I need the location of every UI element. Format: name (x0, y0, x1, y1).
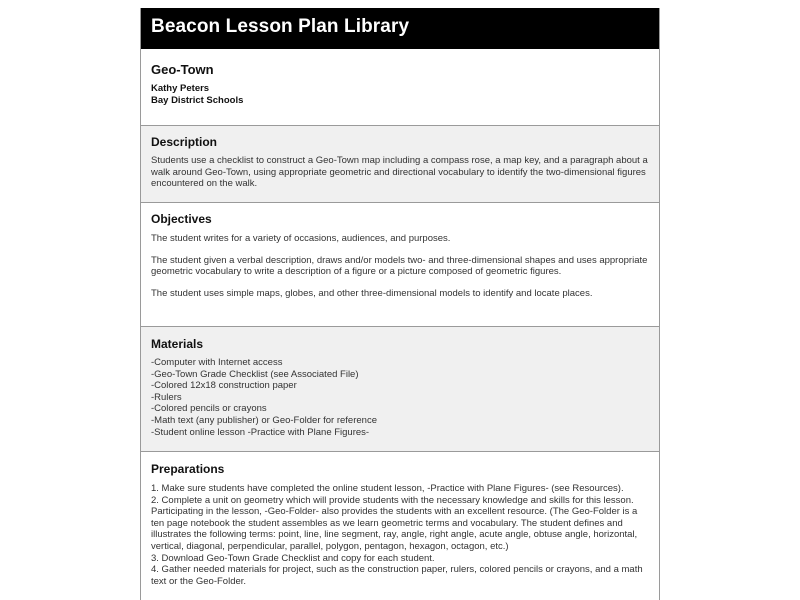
material-item: -Rulers (151, 391, 182, 403)
description-section (141, 126, 659, 203)
preparation-item: 1. Make sure students have completed the online student lesson, -Practice with Plane Figures- (see Resources). (151, 483, 624, 494)
site-banner (141, 8, 659, 49)
preparation-item: 2. Complete a unit on geometry which will provide students with the necessary knowledge and skills for this lesson. Participating in the lesson, -Geo-Folder- also provides the students with an excellent resource. (The Geo-Folder is a ten page notebook the student assembles as we learn geometric terms and vocabulary. The student defines and illustrates the following terms: point, line, line segment, ray, angle, right angle, acute angle, obtuse angle, horizontal, vertical, diagonal, perpendicular, parallel, polygon, pentagon, hexagon, octagon, etc.) (151, 494, 638, 552)
preparations-heading: Preparations (151, 462, 225, 476)
material-item: -Computer with Internet access (151, 357, 283, 368)
objectives-heading: Objectives (151, 212, 212, 226)
material-item: -Student online lesson -Practice with Plane Figures- (151, 426, 370, 438)
materials-section (141, 327, 659, 452)
description-text: Students use a checklist to construct a Geo-Town map including a compass rose, a map key, and a paragraph about a walk around Geo-Town, using appropriate geometric and directional vocabulary to identify the two-dimensional figures encountered on the walk. (151, 155, 648, 190)
preparation-item: 3. Download Geo-Town Grade Checklist and copy for each student. (151, 552, 435, 564)
lesson-title: Geo-Town (151, 62, 214, 77)
lesson-author: Kathy Peters (151, 83, 210, 94)
lesson-district: Bay District Schools (151, 95, 244, 106)
material-item: -Geo-Town Grade Checklist (see Associated File) (151, 368, 359, 380)
objective-item: The student writes for a variety of occasions, audiences, and purposes. (151, 233, 451, 244)
objective-item: The student uses simple maps, globes, and other three-dimensional models to identify and locate places. (151, 287, 593, 299)
objectives-section (141, 203, 659, 327)
preparations-section (141, 452, 659, 587)
material-item: -Math text (any publisher) or Geo-Folder for reference (151, 414, 377, 426)
description-heading: Description (151, 135, 218, 149)
site-title: Beacon Lesson Plan Library (151, 16, 410, 37)
lesson-page (140, 8, 660, 600)
preparation-item: 4. Gather needed materials for project, such as the construction paper, rulers, colored pencils or crayons, and a math text or the Geo-Folder. (151, 564, 643, 587)
materials-heading: Materials (151, 337, 204, 351)
lesson-header (141, 49, 659, 126)
material-item: -Colored pencils or crayons (151, 403, 267, 415)
material-item: -Colored 12x18 construction paper (151, 380, 297, 392)
objective-item: The student given a verbal description, draws and/or models two- and three-dimensional shapes and uses appropriate geometric vocabulary to write a description of a figure or a picture composed of geometric figures. (151, 254, 648, 278)
